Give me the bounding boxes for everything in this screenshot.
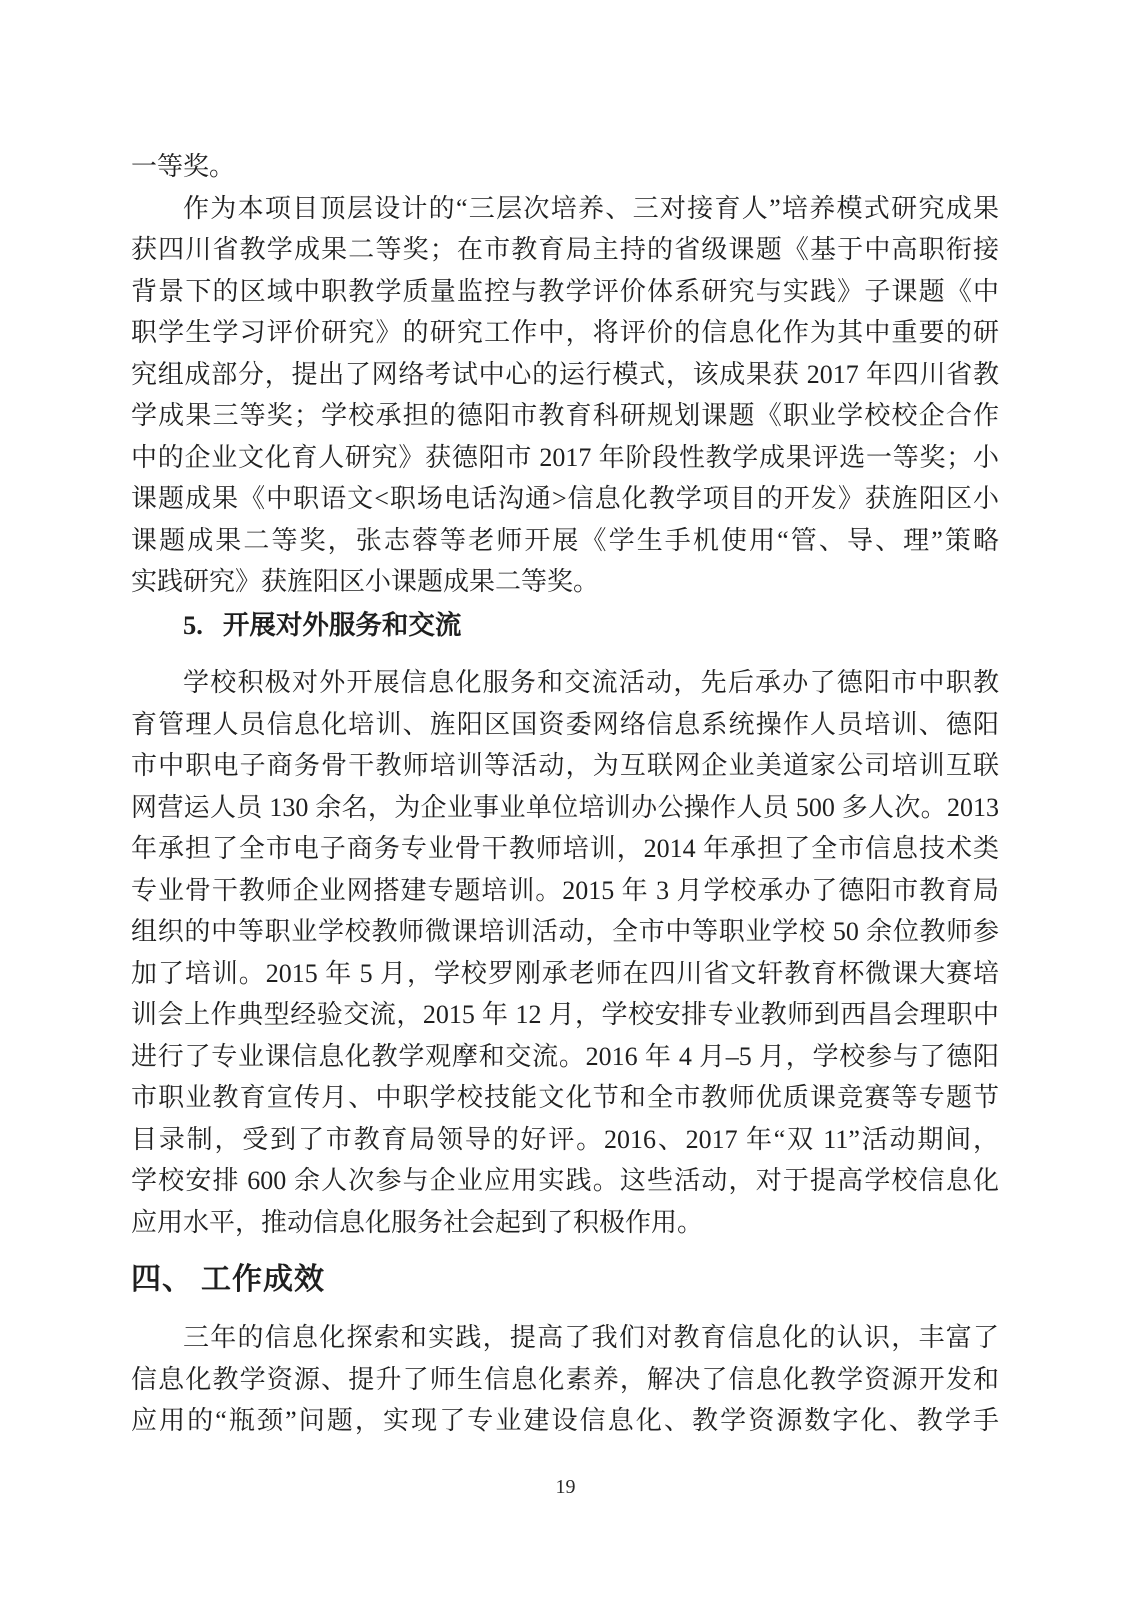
text-line: 三年的信息化探索和实践，提高了我们对教育信息化的认识，丰富了 bbox=[183, 1323, 999, 1352]
text-line: 职学生学习评价研究》的研究工作中，将评价的信息化作为其中重要的研 bbox=[131, 318, 999, 347]
text-line: 网营运人员 130 余名，为企业事业单位培训办公操作人员 500 多人次。2013 bbox=[131, 792, 999, 822]
text-line: 组织的中等职业学校教师微课培训活动，全市中等职业学校 50 余位教师参 bbox=[131, 917, 999, 946]
page-number: 19 bbox=[555, 1476, 576, 1498]
text-line: 年承担了全市电子商务专业骨干教师培训，2014 年承担了全市信息技术类 bbox=[131, 834, 999, 863]
paragraph-research-achievements bbox=[131, 188, 999, 603]
text-line: 学校积极对外开展信息化服务和交流活动，先后承办了德阳市中职教 bbox=[183, 668, 999, 697]
page-body bbox=[131, 146, 999, 1442]
text-line: 课题成果二等奖，张志蓉等老师开展《学生手机使用“管、导、理”策略 bbox=[131, 525, 999, 555]
text-line: 作为本项目顶层设计的“三层次培养、三对接育人”培养模式研究成果 bbox=[183, 193, 999, 223]
subsection-number: 5. bbox=[183, 609, 203, 640]
text-line: 应用水平，推动信息化服务社会起到了积极作用。 bbox=[131, 1207, 704, 1237]
text-line: 育管理人员信息化培训、旌阳区国资委网络信息系统操作人员培训、德阳 bbox=[131, 709, 999, 739]
text-line: 学校安排 600 余人次参与企业应用实践。这些活动，对于提高学校信息化 bbox=[131, 1166, 999, 1195]
subsection-title: 开展对外服务和交流 bbox=[222, 609, 462, 640]
text-line: 应用的“瓶颈”问题，实现了专业建设信息化、教学资源数字化、教学手 bbox=[131, 1406, 999, 1435]
text-line: 信息化教学资源、提升了师生信息化素养，解决了信息化教学资源开发和 bbox=[131, 1364, 999, 1394]
text-line: 训会上作典型经验交流，2015 年 12 月，学校安排专业教师到西昌会理职中 bbox=[131, 1000, 999, 1029]
text-line: 专业骨干教师企业网搭建专题培训。2015 年 3 月学校承办了德阳市教育局 bbox=[131, 875, 999, 905]
text-line: 加了培训。2015 年 5 月，学校罗刚承老师在四川省文轩教育杯微课大赛培 bbox=[131, 958, 999, 988]
paragraph-external-service bbox=[131, 662, 999, 1243]
text-line: 市中职电子商务骨干教师培训等活动，为互联网企业美道家公司培训互联 bbox=[131, 751, 999, 780]
text-line: 课题成果《中职语文<职场电话沟通>信息化教学项目的开发》获旌阳区小 bbox=[131, 484, 999, 513]
section-title: 工作成效 bbox=[201, 1263, 325, 1296]
text-line: 究组成部分，提出了网络考试中心的运行模式，该成果获 2017 年四川省教 bbox=[131, 359, 999, 389]
text-line: 进行了专业课信息化教学观摩和交流。2016 年 4 月–5 月，学校参与了德阳 bbox=[131, 1041, 999, 1071]
text-line: 一等奖。 bbox=[131, 152, 236, 181]
text-line: 获四川省教学成果二等奖；在市教育局主持的省级课题《基于中高职衔接 bbox=[131, 235, 999, 264]
text-line: 实践研究》获旌阳区小课题成果二等奖。 bbox=[131, 567, 600, 596]
subsection-heading-5 bbox=[131, 605, 999, 647]
text-line: 中的企业文化育人研究》获德阳市 2017 年阶段性教学成果评选一等奖；小 bbox=[131, 442, 999, 472]
section-heading-4 bbox=[131, 1257, 999, 1303]
text-line: 目录制，受到了市教育局领导的好评。2016、2017 年“双 11”活动期间， bbox=[131, 1124, 999, 1154]
section-label: 四、 bbox=[131, 1263, 193, 1296]
text-line: 背景下的区域中职教学质量监控与教学评价体系研究与实践》子课题《中 bbox=[131, 276, 999, 306]
paragraph-work-results bbox=[131, 1317, 999, 1442]
text-line: 市职业教育宣传月、中职学校技能文化节和全市教师优质课竞赛等专题节 bbox=[131, 1083, 999, 1112]
text-line: 学成果三等奖；学校承担的德阳市教育科研规划课题《职业学校校企合作 bbox=[131, 401, 999, 430]
paragraph-continuation bbox=[131, 146, 999, 188]
